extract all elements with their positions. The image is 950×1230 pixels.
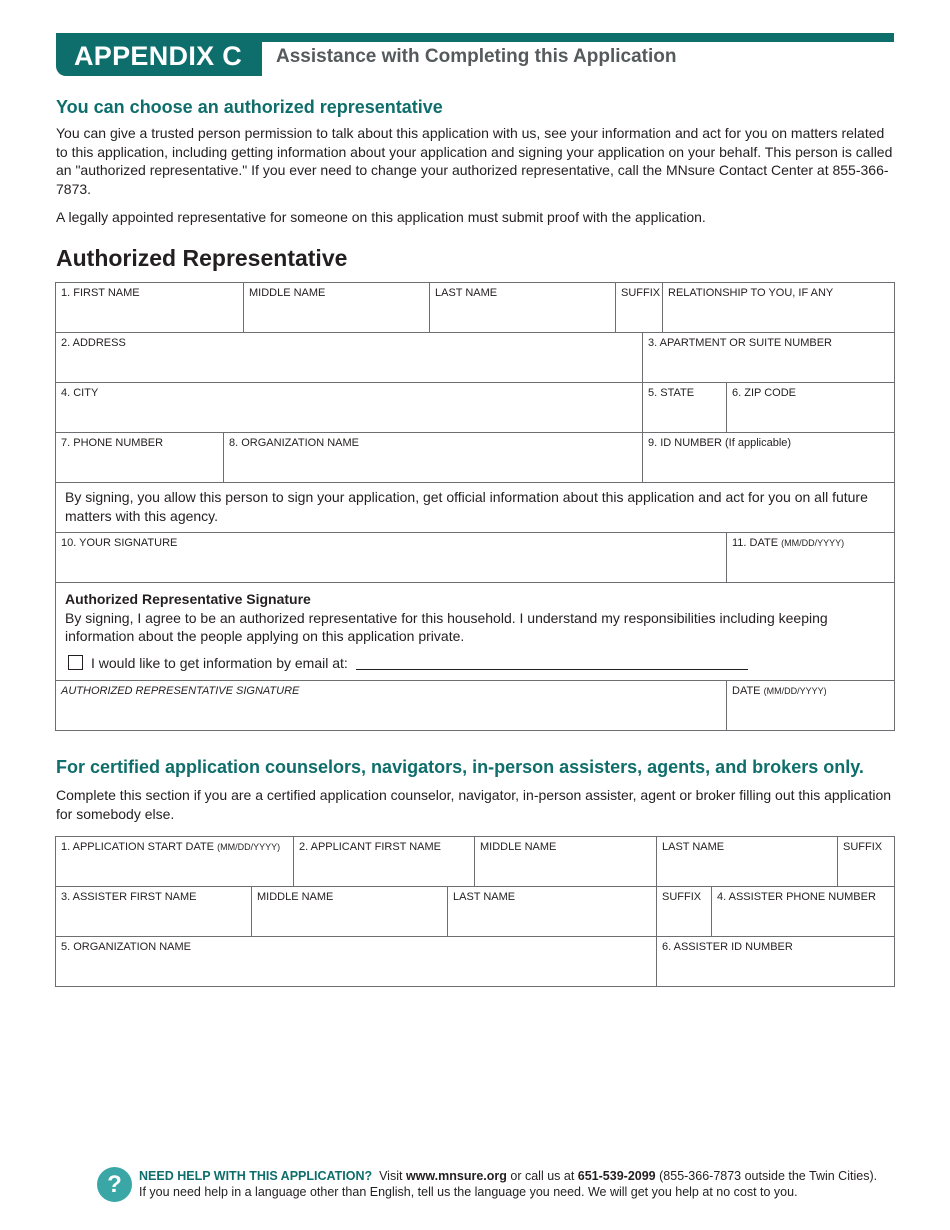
assister-phone-field[interactable] — [712, 887, 894, 936]
assister-id-field[interactable] — [657, 937, 894, 986]
assister-suffix-field[interactable] — [657, 887, 712, 936]
applicant-first-name-label: 2. APPLICANT FIRST NAME — [299, 841, 442, 853]
rep-signature-label: AUTHORIZED REPRESENTATIVE SIGNATURE — [61, 685, 300, 697]
start-date-format: (MM/DD/YYYY) — [217, 842, 281, 852]
auth-rep-form — [55, 282, 895, 731]
assister-first-name-field[interactable] — [56, 887, 252, 936]
apartment-field[interactable] — [643, 333, 894, 382]
your-signature-label: 10. YOUR SIGNATURE — [61, 537, 178, 549]
assister-suffix-label: SUFFIX — [662, 891, 702, 903]
applicant-middle-name-field[interactable] — [475, 837, 657, 886]
question-icon: ? — [97, 1167, 132, 1202]
email-checkbox[interactable] — [68, 655, 83, 670]
last-name-field[interactable] — [430, 283, 616, 332]
applicant-suffix-label: SUFFIX — [843, 841, 883, 853]
middle-name-label: MIDDLE NAME — [249, 287, 326, 299]
assister-organization-field[interactable] — [56, 937, 657, 986]
relationship-label: RELATIONSHIP TO YOU, IF ANY — [668, 287, 834, 299]
zip-field[interactable] — [727, 383, 894, 432]
assister-last-name-label: LAST NAME — [453, 891, 516, 903]
start-date-field[interactable] — [56, 837, 294, 886]
your-signature-field[interactable] — [56, 533, 727, 582]
relationship-field[interactable] — [663, 283, 894, 332]
suffix-label: SUFFIX — [621, 287, 661, 299]
apartment-label: 3. APARTMENT OR SUITE NUMBER — [648, 337, 832, 349]
organization-row — [56, 937, 894, 987]
visit-text: Visit — [379, 1169, 403, 1183]
rep-date-format: (MM/DD/YYYY) — [763, 686, 827, 696]
your-signature-row — [56, 533, 894, 583]
rep-signature-text: By signing, I agree to be an authorized representative for this household. I understand my responsibilities including keeping information about the people applying on this application private. — [65, 609, 828, 644]
first-name-field[interactable] — [56, 283, 244, 332]
rep-signature-block — [56, 583, 894, 681]
rep-signature-row — [56, 681, 894, 731]
assister-middle-name-label: MIDDLE NAME — [257, 891, 334, 903]
id-number-label: 9. ID NUMBER (If applicable) — [648, 437, 792, 449]
assister-form — [55, 836, 895, 987]
assister-first-name-label: 3. ASSISTER FIRST NAME — [61, 891, 197, 903]
auth-rep-heading: Authorized Representative — [56, 245, 348, 271]
organization-label: 8. ORGANIZATION NAME — [229, 437, 359, 449]
city-row — [56, 383, 894, 433]
assister-name-row — [56, 887, 894, 937]
intro-paragraph-proof: A legally appointed representative for someone on this application must submit proof with the application. — [56, 209, 706, 225]
city-field[interactable] — [56, 383, 643, 432]
phone-label: 7. PHONE NUMBER — [61, 437, 164, 449]
call-text: or call us at — [510, 1169, 575, 1183]
city-label: 4. CITY — [61, 387, 99, 399]
id-number-field[interactable] — [643, 433, 894, 482]
suffix-field[interactable] — [616, 283, 663, 332]
name-row — [56, 283, 894, 333]
need-help-label: NEED HELP WITH THIS APPLICATION? — [139, 1169, 373, 1183]
phone-link[interactable]: 651-539-2099 — [577, 1169, 656, 1183]
middle-name-field[interactable] — [244, 283, 430, 332]
header-subtitle: Assistance with Completing this Application — [276, 46, 677, 67]
signing-note: By signing, you allow this person to sign your application, get official information about this application and act for you on all future matters with this agency. — [56, 483, 894, 533]
help-rest-text: (855-366-7873 outside the Twin Cities). If you need help in a language other than English, tell us the language you need. We will get you help at no cost to you. — [139, 1169, 878, 1199]
last-name-label: LAST NAME — [435, 287, 498, 299]
applicant-last-name-field[interactable] — [657, 837, 838, 886]
signature-date-label: 11. DATE — [732, 537, 779, 549]
signature-date-format: (MM/DD/YYYY) — [781, 538, 845, 548]
phone-row — [56, 433, 894, 483]
appendix-tab: APPENDIX C — [56, 36, 262, 76]
help-text — [139, 1168, 884, 1200]
phone-field[interactable] — [56, 433, 224, 482]
applicant-suffix-field[interactable] — [838, 837, 894, 886]
organization-field[interactable] — [224, 433, 643, 482]
state-label: 5. STATE — [648, 387, 695, 399]
assister-id-label: 6. ASSISTER ID NUMBER — [662, 941, 793, 953]
address-field[interactable] — [56, 333, 643, 382]
assister-heading: For certified application counselors, navigators, in-person assisters, agents, and brokers only. — [56, 757, 864, 777]
email-option — [65, 654, 885, 673]
start-date-label: 1. APPLICATION START DATE — [61, 841, 215, 853]
first-name-label: 1. FIRST NAME — [61, 287, 140, 299]
email-option-label: I would like to get information by email at: — [91, 654, 348, 671]
intro-heading: You can choose an authorized representative — [56, 97, 443, 117]
state-field[interactable] — [643, 383, 727, 432]
applicant-last-name-label: LAST NAME — [662, 841, 725, 853]
assister-phone-label: 4. ASSISTER PHONE NUMBER — [717, 891, 876, 903]
rep-date-label: DATE — [732, 685, 761, 697]
assister-organization-label: 5. ORGANIZATION NAME — [61, 941, 191, 953]
zip-label: 6. ZIP CODE — [732, 387, 796, 399]
rep-signature-title: Authorized Representative Signature — [65, 591, 311, 607]
applicant-middle-name-label: MIDDLE NAME — [480, 841, 557, 853]
email-input-line[interactable] — [356, 669, 748, 670]
website-link[interactable]: www.mnsure.org — [405, 1169, 507, 1183]
signature-date-field[interactable] — [727, 533, 894, 582]
assister-middle-name-field[interactable] — [252, 887, 448, 936]
intro-paragraph: You can give a trusted person permission to talk about this application with us, see your information and act for you on matters related to this application, including getting information about your application and signing your application on your behalf. This person is called an "authorized representative." If you ever need to change your authorized representative, call the MNsure Contact Center at 855-366-7873. — [56, 125, 893, 197]
applicant-row — [56, 837, 894, 887]
address-row — [56, 333, 894, 383]
assister-paragraph: Complete this section if you are a certified application counselor, navigator, in-person assister, agent or broker filling out this application for somebody else. — [56, 787, 892, 822]
applicant-first-name-field[interactable] — [294, 837, 475, 886]
rep-signature-field[interactable] — [56, 681, 727, 730]
rep-date-field[interactable] — [727, 681, 894, 730]
address-label: 2. ADDRESS — [61, 337, 126, 349]
assister-last-name-field[interactable] — [448, 887, 657, 936]
